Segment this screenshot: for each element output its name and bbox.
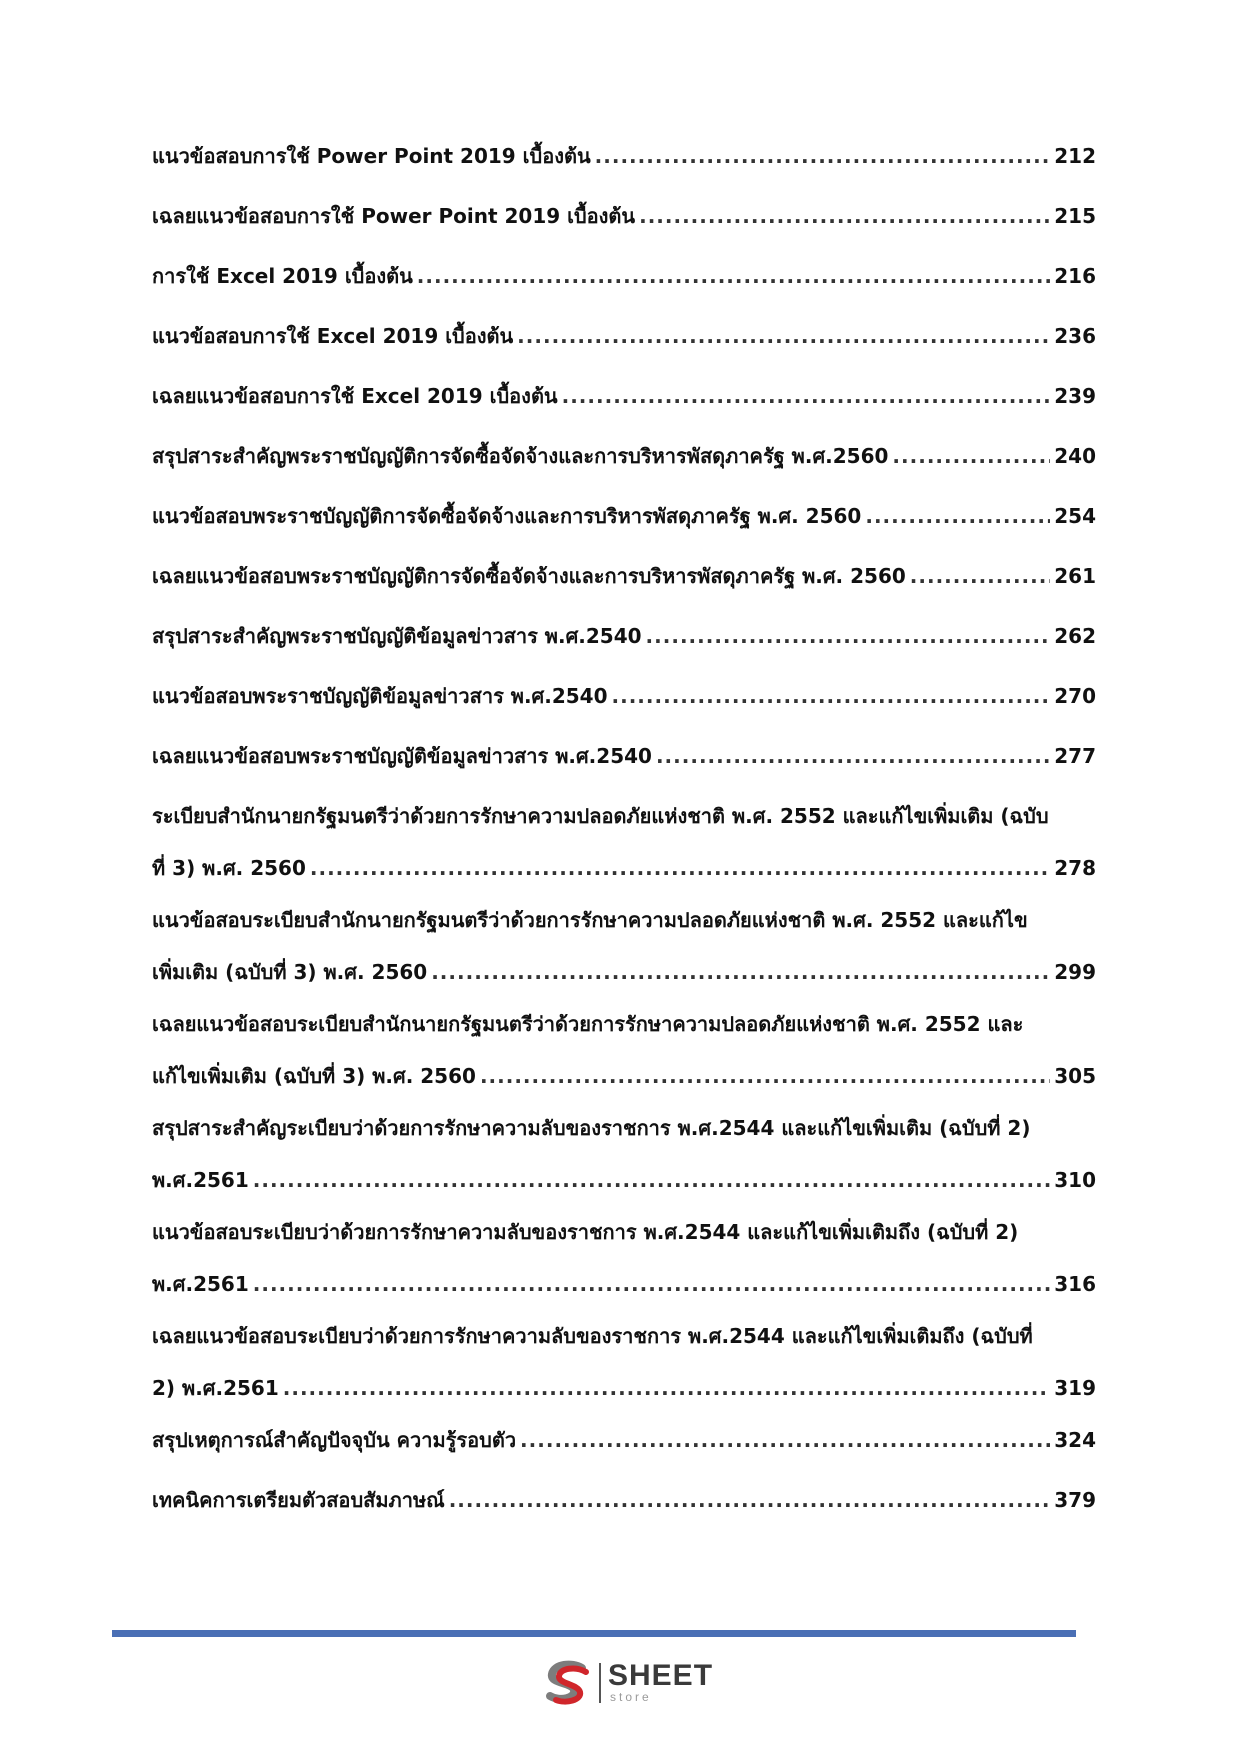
- toc-entry-title: เฉลยแนวข้อสอบพระราชบัญญัติการจัดซื้อจัดจ้างและการบริหารพัสดุภาครัฐ พ.ศ. 2560: [152, 564, 906, 588]
- toc-page-number: 299: [1054, 960, 1096, 984]
- toc-entry-title: ที่ 3) พ.ศ. 2560: [152, 856, 306, 880]
- dot-leader: [517, 321, 1050, 351]
- toc-page-number: 240: [1054, 444, 1096, 468]
- toc-entry-line: [152, 441, 1096, 471]
- toc-page-number: 310: [1054, 1168, 1096, 1192]
- toc-entry-line: [152, 1425, 1096, 1455]
- toc-entry-line: [152, 501, 1096, 531]
- toc-page-number: 262: [1054, 624, 1096, 648]
- toc-entry-line: [152, 1165, 1096, 1195]
- dot-leader: [431, 957, 1050, 987]
- toc-page-number: 254: [1054, 504, 1096, 528]
- toc-page-number: 216: [1054, 264, 1096, 288]
- dot-leader: [253, 1269, 1051, 1299]
- toc-entry-title: เทคนิคการเตรียมตัวสอบสัมภาษณ์: [152, 1488, 445, 1512]
- toc-entry-line: [152, 1373, 1096, 1403]
- dot-leader: [865, 501, 1050, 531]
- toc-entry-line: [152, 1321, 1096, 1351]
- toc-entry-title: สรุปสาระสำคัญพระราชบัญญัติข้อมูลข่าวสาร พ.ศ.2540: [152, 624, 642, 648]
- toc-entry-title: แนวข้อสอบระเบียบว่าด้วยการรักษาความลับของราชการ พ.ศ.2544 และแก้ไขเพิ่มเติมถึง (ฉบับที่ 2): [152, 1220, 1019, 1244]
- toc-entry: [152, 1485, 1096, 1515]
- toc-entry-line: [152, 381, 1096, 411]
- logo-subtext: store: [610, 1690, 652, 1704]
- toc-entry-line: [152, 321, 1096, 351]
- toc-entry-line: [152, 1113, 1096, 1143]
- toc-page-number: 212: [1054, 144, 1096, 168]
- toc-page-number: 215: [1054, 204, 1096, 228]
- toc-entry: [152, 1425, 1096, 1455]
- toc-entry-line: [152, 957, 1096, 987]
- dot-leader: [449, 1485, 1051, 1515]
- toc-page-number: 324: [1054, 1428, 1096, 1452]
- dot-leader: [283, 1373, 1050, 1403]
- toc-entry-title: แนวข้อสอบพระราชบัญญัติข้อมูลข่าวสาร พ.ศ.2540: [152, 684, 608, 708]
- toc-entry: [152, 681, 1096, 711]
- dot-leader: [253, 1165, 1051, 1195]
- toc-entry-title: เฉลยแนวข้อสอบระเบียบสำนักนายกรัฐมนตรีว่าด้วยการรักษาความปลอดภัยแห่งชาติ พ.ศ. 2552 และ: [152, 1012, 1024, 1036]
- logo-s-icon: [542, 1660, 592, 1706]
- toc-page-number: 277: [1054, 744, 1096, 768]
- toc-page-number: 316: [1054, 1272, 1096, 1296]
- toc-entry-line: [152, 1485, 1096, 1515]
- toc-entry-title: สรุปสาระสำคัญพระราชบัญญัติการจัดซื้อจัดจ้างและการบริหารพัสดุภาครัฐ พ.ศ.2560: [152, 444, 889, 468]
- dot-leader: [639, 201, 1050, 231]
- toc-entry: [152, 1009, 1096, 1091]
- toc-entry-title: แนวข้อสอบระเบียบสำนักนายกรัฐมนตรีว่าด้วยการรักษาความปลอดภัยแห่งชาติ พ.ศ. 2552 และแก้ไข: [152, 908, 1028, 932]
- sheet-store-logo: [542, 1660, 712, 1706]
- dot-leader: [910, 561, 1050, 591]
- toc-entry-title: การใช้ Excel 2019 เบื้องต้น: [152, 264, 413, 288]
- dot-leader: [520, 1425, 1050, 1455]
- toc-entry-title: แนวข้อสอบพระราชบัญญัติการจัดซื้อจัดจ้างและการบริหารพัสดุภาครัฐ พ.ศ. 2560: [152, 504, 862, 528]
- toc-entry-title: สรุปสาระสำคัญระเบียบว่าด้วยการรักษาความลับของราชการ พ.ศ.2544 และแก้ไขเพิ่มเติม (ฉบับที่ 2): [152, 1116, 1031, 1140]
- toc-entry: [152, 441, 1096, 471]
- toc-entry-line: [152, 905, 1096, 935]
- toc-page-number: 379: [1054, 1488, 1096, 1512]
- toc-entry-line: [152, 621, 1096, 651]
- toc-entry-line: [152, 1009, 1096, 1039]
- dot-leader: [562, 381, 1051, 411]
- toc-entry: [152, 1113, 1096, 1195]
- toc-entry: [152, 141, 1096, 171]
- toc-entry-line: [152, 261, 1096, 291]
- toc-page-number: 236: [1054, 324, 1096, 348]
- toc-entry-line: [152, 141, 1096, 171]
- toc-entry-line: [152, 741, 1096, 771]
- dot-leader: [656, 741, 1050, 771]
- toc-entry: [152, 201, 1096, 231]
- toc-entry-title: เฉลยแนวข้อสอบพระราชบัญญัติข้อมูลข่าวสาร พ.ศ.2540: [152, 744, 652, 768]
- logo-wordmark: SHEET: [608, 1659, 714, 1692]
- toc-page-number: 261: [1054, 564, 1096, 588]
- toc-page-number: 278: [1054, 856, 1096, 880]
- toc-entry-line: [152, 801, 1096, 831]
- toc-entry-title: พ.ศ.2561: [152, 1272, 249, 1296]
- toc-entry-line: [152, 1269, 1096, 1299]
- toc-page-number: 239: [1054, 384, 1096, 408]
- toc-entry: [152, 621, 1096, 651]
- dot-leader: [892, 441, 1050, 471]
- toc-entry-title: ระเบียบสำนักนายกรัฐมนตรีว่าด้วยการรักษาความปลอดภัยแห่งชาติ พ.ศ. 2552 และแก้ไขเพิ่มเติม (ฉบับ: [152, 804, 1049, 828]
- toc-entry: [152, 501, 1096, 531]
- toc-entry-title: เฉลยแนวข้อสอบการใช้ Excel 2019 เบื้องต้น: [152, 384, 558, 408]
- toc-entry-line: [152, 201, 1096, 231]
- logo-divider: [599, 1663, 601, 1703]
- dot-leader: [612, 681, 1051, 711]
- toc-entry: [152, 905, 1096, 987]
- toc-entry-title: เฉลยแนวข้อสอบระเบียบว่าด้วยการรักษาความลับของราชการ พ.ศ.2544 และแก้ไขเพิ่มเติมถึง (ฉบับที่: [152, 1324, 1033, 1348]
- toc-page-number: 305: [1054, 1064, 1096, 1088]
- toc-entry-line: [152, 853, 1096, 883]
- toc-entry: [152, 1217, 1096, 1299]
- toc-page-number: 319: [1054, 1376, 1096, 1400]
- dot-leader: [417, 261, 1050, 291]
- footer-rule: [112, 1630, 1076, 1637]
- toc-entry-line: [152, 681, 1096, 711]
- toc-entry-line: [152, 1217, 1096, 1247]
- toc-entry: [152, 261, 1096, 291]
- toc-entry: [152, 1321, 1096, 1403]
- toc-entry-title: สรุปเหตุการณ์สำคัญปัจจุบัน ความรู้รอบตัว: [152, 1428, 517, 1452]
- dot-leader: [480, 1061, 1050, 1091]
- toc-entry-title: เฉลยแนวข้อสอบการใช้ Power Point 2019 เบื้องต้น: [152, 204, 636, 228]
- toc-page-number: 270: [1054, 684, 1096, 708]
- toc-entry: [152, 321, 1096, 351]
- toc-entry-title: แก้ไขเพิ่มเติม (ฉบับที่ 3) พ.ศ. 2560: [152, 1064, 476, 1088]
- toc-entry: [152, 741, 1096, 771]
- dot-leader: [646, 621, 1051, 651]
- dot-leader: [310, 853, 1050, 883]
- dot-leader: [595, 141, 1051, 171]
- toc-entry: [152, 801, 1096, 883]
- toc-entry: [152, 561, 1096, 591]
- toc-entry-title: แนวข้อสอบการใช้ Power Point 2019 เบื้องต้น: [152, 144, 591, 168]
- toc-entry-line: [152, 561, 1096, 591]
- toc-entry: [152, 381, 1096, 411]
- toc-entry-title: เพิ่มเติม (ฉบับที่ 3) พ.ศ. 2560: [152, 960, 428, 984]
- toc-entry-title: แนวข้อสอบการใช้ Excel 2019 เบื้องต้น: [152, 324, 514, 348]
- toc-entry-title: พ.ศ.2561: [152, 1168, 249, 1192]
- toc-entry-title: 2) พ.ศ.2561: [152, 1376, 279, 1400]
- toc-entry-line: [152, 1061, 1096, 1091]
